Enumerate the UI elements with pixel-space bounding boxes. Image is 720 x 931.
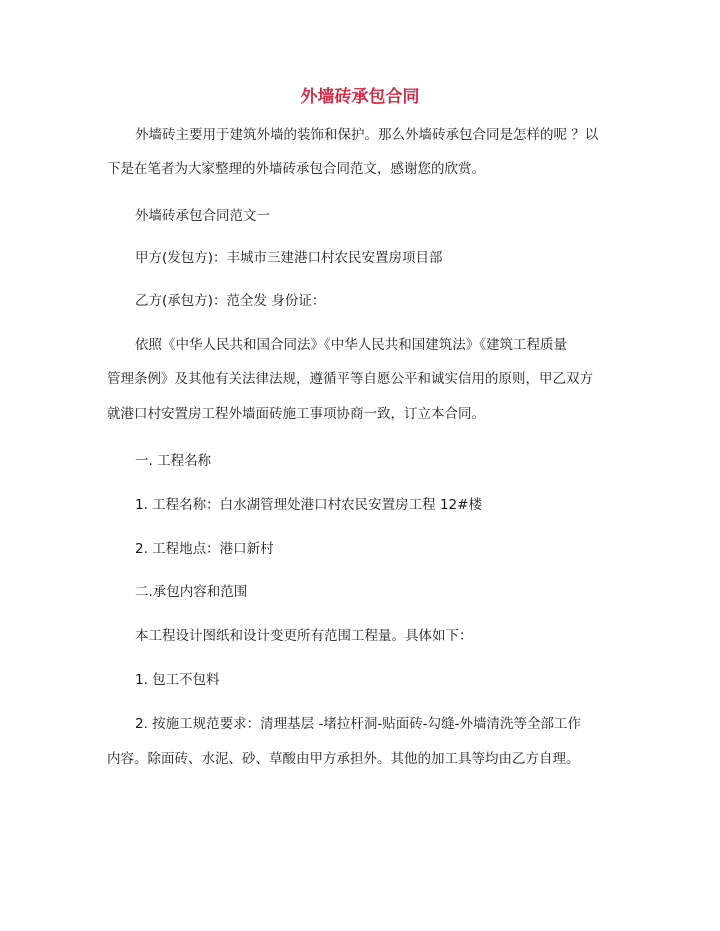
basis-line-1: 依照《中华人民共和国合同法》《中华人民共和国建筑法》《建筑工程质量 xyxy=(135,337,567,353)
scope-item-1: 1. 包工不包料 xyxy=(135,672,220,688)
party-a-line: 甲方(发包方)：丰城市三建港口村农民安置房项目部 xyxy=(135,250,443,266)
scope-item-2-line-2: 内容。除面砖、水泥、砂、草酸由甲方承担外。其他的加工具等均由乙方自理。 xyxy=(107,751,580,767)
project-name-line: 1. 工程名称：白水湖管理处港口村农民安置房工程 12#楼 xyxy=(135,497,482,513)
basis-line-3: 就港口村安置房工程外墙面砖施工事项协商一致，订立本合同。 xyxy=(107,406,485,422)
scope-item-2-line-1: 2. 按施工规范要求：清理基层 -堵拉杆洞-贴面砖-勾缝-外墙清洗等全部工作 xyxy=(135,716,581,732)
section-two-heading: 二.承包内容和范围 xyxy=(135,584,248,600)
intro-line-2: 下是在笔者为大家整理的外墙砖承包合同范文，感谢您的欣赏。 xyxy=(107,161,485,177)
document-title: 外墙砖承包合同 xyxy=(300,87,420,107)
intro-line-1: 外墙砖主要用于建筑外墙的装饰和保护。那么外墙砖承包合同是怎样的呢 ？以 xyxy=(135,127,599,143)
section-heading-sample-one: 外墙砖承包合同范文一 xyxy=(135,208,270,224)
scope-line: 本工程设计图纸和设计变更所有范围工程量。具体如下： xyxy=(135,628,473,644)
section-one-heading: 一. 工程名称 xyxy=(135,453,212,469)
basis-line-2: 管理条例》及其他有关法律法规，遵循平等自愿公平和诚实信用的原则，甲乙双方 xyxy=(107,371,593,387)
project-location-line: 2. 工程地点：港口新村 xyxy=(135,541,274,557)
party-b-line: 乙方(承包方)：范全发 身份证： xyxy=(135,293,326,309)
